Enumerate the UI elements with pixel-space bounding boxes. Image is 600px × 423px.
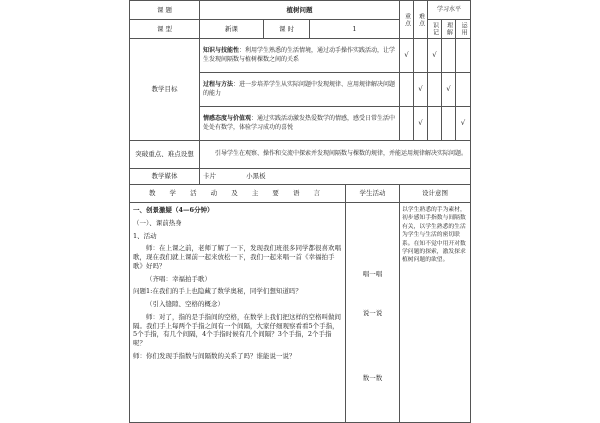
objective-title: 知识与技能性	[203, 47, 240, 55]
hours-label: 课 时	[264, 20, 310, 39]
objective-title: 过程与方法	[203, 81, 234, 89]
media-label: 教学媒体	[130, 169, 200, 185]
check-mark: √	[414, 107, 428, 141]
objective-title: 情感态度与价值观	[203, 115, 252, 123]
student-activity-item: 唱一唱	[362, 270, 383, 278]
student-activity-item: 数一数	[362, 373, 383, 382]
student-activity-item: 说一说	[362, 308, 383, 317]
objectives-label: 教学目标	[130, 39, 200, 141]
objective-attitude	[200, 107, 400, 141]
objective-knowledge	[200, 39, 400, 73]
activity-paragraph: （齐唱：幸福拍手歌）	[146, 274, 211, 283]
objective-text: ：进一步培养学生从实际问题中发现规律、应用规律解决问题的能力	[203, 81, 396, 97]
hours-value: 1	[310, 20, 400, 39]
check-mark: √	[442, 73, 456, 107]
check-mark: √	[428, 39, 442, 73]
activity-paragraph: 师：对了，指的是手指间的空格，在数学上我们把这样的空格叫做间隔。我们手上每两个手指之间有一个间隔，大家仔细观察看看5个手指，5个手指，有几个间隔，4个手指时候有几个间隔？3个手指，2个手指呢？	[133, 312, 341, 348]
design-intent-header: 设计意图	[400, 185, 471, 203]
type-label: 课 型	[130, 20, 200, 39]
check-mark	[442, 39, 456, 73]
design-intent-text: 以学生熟悉的手为素材，初步感知手指数与间隔数有关，以学生熟悉的生活为学生与生活的密切联系。在知不觉中用开对数学问题的探索，激发探求植树问题的欲望。	[400, 203, 471, 423]
difficult-point-header: 难点	[414, 1, 428, 39]
key-point-header: 重点	[400, 1, 414, 39]
media-item: 卡片	[203, 172, 216, 181]
check-mark: √	[400, 39, 414, 73]
activity-paragraph: 问题1:在我们的手上也隐藏了数学奥秘，同学们想知道吗？	[133, 287, 302, 296]
section-heading: 一、创景激疑（4—6分钟）	[133, 206, 214, 214]
check-mark: √	[414, 73, 428, 107]
objective-text: ：利用学生熟悉的生活情境，通过动手操作实践活动，让学生发现间隔数与植树棵数之间的关系	[203, 47, 396, 63]
lesson-plan-table	[129, 0, 471, 423]
check-mark	[428, 73, 442, 107]
student-activity-column	[346, 203, 400, 423]
type-value: 新课	[200, 20, 264, 39]
activities-header: 教 学 活 动 及 主 要 语 言	[130, 185, 346, 203]
objective-process	[200, 73, 400, 107]
check-mark	[456, 39, 471, 73]
activity-paragraph: 师：在上课之前，老师了解了一下，发现我们班很多同学都很喜欢唱歌，现在我们就上课前一起来放松一下，我们一起来唱一首《幸福拍手歌》好吗？	[133, 244, 341, 270]
activity-paragraph: 师：你们发现手指数与间隔数的关系了吗？谁能说一说？	[133, 351, 296, 360]
lesson-plan-page	[129, 0, 470, 400]
check-mark	[428, 107, 442, 141]
check-mark	[442, 107, 456, 141]
check-mark	[400, 73, 414, 107]
topic-value: 植树问题	[200, 1, 400, 20]
level-understand: 理解	[442, 20, 456, 39]
activities-content	[130, 203, 346, 423]
activity-paragraph: 1、活动	[133, 231, 157, 240]
student-activity-header: 学生活动	[346, 185, 400, 203]
level-memorize: 识记	[428, 20, 442, 39]
level-apply: 运用	[456, 20, 471, 39]
key-points-text: 引导学生在观察、操作和交流中探索并发现间隔数与棵数的规律，并能运用规律解决实际问题。	[200, 141, 471, 169]
media-items	[200, 169, 471, 185]
check-mark	[414, 39, 428, 73]
activity-paragraph: （引入缝隙、空格的概念）	[146, 300, 224, 309]
activity-paragraph: （一）、课前热身	[133, 218, 182, 227]
check-mark	[400, 107, 414, 141]
check-mark	[456, 73, 471, 107]
learning-level-header: 学习水平	[428, 1, 471, 20]
key-points-label: 突破重点、难点设想	[130, 141, 200, 169]
check-mark: √	[456, 107, 471, 141]
media-item: 小黑板	[246, 172, 266, 181]
objective-text: ：通过实践活动激发热爱数学的情感，感受日常生活中处处有数学，体验学习成功的喜悦	[203, 115, 396, 131]
topic-label: 课 题	[130, 1, 200, 20]
